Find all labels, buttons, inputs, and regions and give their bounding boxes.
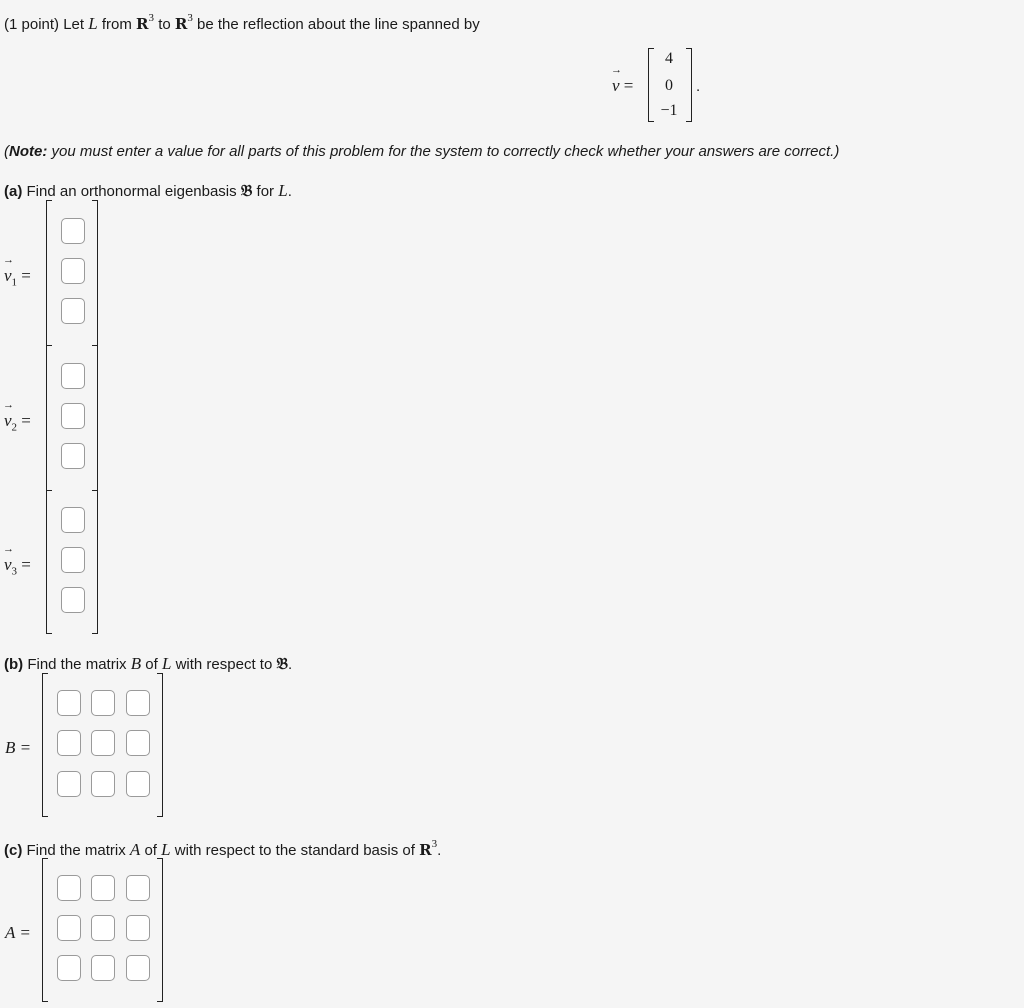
v1-entry-2-input[interactable] bbox=[61, 258, 85, 284]
note-paren: ( bbox=[4, 143, 9, 160]
var-L: L bbox=[161, 840, 171, 859]
basis-symbol: 𝔅 bbox=[276, 654, 289, 673]
points-label: (1 point) bbox=[4, 16, 60, 33]
equals: = bbox=[21, 266, 31, 285]
matrix-B-left-bracket bbox=[42, 673, 48, 817]
real-space-symbol: R bbox=[136, 15, 149, 33]
var-B: B bbox=[130, 654, 142, 673]
var-A: A bbox=[129, 840, 141, 859]
vector-v-right-bracket bbox=[686, 48, 692, 122]
matrix-A-cell-input[interactable] bbox=[91, 955, 115, 981]
exponent: 3 bbox=[431, 838, 438, 850]
matrix-B-cell-input[interactable] bbox=[126, 771, 150, 797]
equals: = bbox=[21, 555, 31, 574]
matrix-A-cell-input[interactable] bbox=[57, 955, 81, 981]
matrix-A-right-bracket bbox=[157, 858, 163, 1002]
period: . bbox=[287, 183, 292, 200]
note-label: Note: bbox=[9, 143, 48, 160]
matrix-A-label: A = bbox=[5, 923, 31, 942]
matrix-A-left-bracket bbox=[42, 858, 48, 1002]
for-text: for bbox=[256, 183, 275, 200]
equals: = bbox=[21, 411, 31, 430]
matrix-B-cell-input[interactable] bbox=[91, 730, 115, 756]
part-c-prompt bbox=[4, 838, 441, 860]
matrix-A-cell-input[interactable] bbox=[126, 875, 150, 901]
v2-entry-2-input[interactable] bbox=[61, 403, 85, 429]
v1-label bbox=[4, 266, 31, 288]
v1-right-bracket bbox=[92, 200, 98, 346]
part-a-prompt bbox=[4, 181, 292, 201]
matrix-B-cell-input[interactable] bbox=[57, 771, 81, 797]
v2-right-bracket bbox=[92, 345, 98, 491]
var-L: L bbox=[161, 654, 172, 673]
intro-text: Let bbox=[63, 16, 85, 33]
period: . bbox=[437, 842, 442, 859]
v2-symbol: → v bbox=[4, 411, 12, 431]
intro-rest-text: be the reflection about the line spanned by bbox=[197, 16, 480, 33]
v1-symbol: → v bbox=[4, 266, 12, 286]
v1-subscript: 1 bbox=[11, 276, 18, 289]
v3-symbol: → v bbox=[4, 555, 12, 575]
matrix-B-cell-input[interactable] bbox=[57, 730, 81, 756]
matrix-A-cell-input[interactable] bbox=[57, 875, 81, 901]
exponent: 3 bbox=[148, 12, 155, 24]
part-a-label: (a) bbox=[4, 183, 23, 200]
var-L: L bbox=[88, 14, 98, 33]
vector-v-label: → v = bbox=[612, 76, 633, 96]
part-a-text: Find an orthonormal eigenbasis bbox=[26, 183, 237, 200]
wrt-text: with respect to the standard basis of bbox=[174, 842, 415, 859]
vector-v-entry: −1 bbox=[660, 102, 678, 119]
matrix-B-cell-input[interactable] bbox=[91, 690, 115, 716]
matrix-A-cell-input[interactable] bbox=[57, 915, 81, 941]
v3-subscript: 3 bbox=[11, 565, 18, 578]
v1-entry-1-input[interactable] bbox=[61, 218, 85, 244]
from-text: from bbox=[101, 16, 132, 33]
matrix-B-cell-input[interactable] bbox=[57, 690, 81, 716]
exponent: 3 bbox=[187, 12, 193, 24]
var-L: L bbox=[278, 181, 288, 200]
part-b-label: (b) bbox=[4, 656, 24, 673]
v2-subscript: 2 bbox=[11, 421, 18, 434]
v3-label bbox=[4, 555, 31, 577]
v3-entry-3-input[interactable] bbox=[61, 587, 85, 613]
note-body: you must enter a value for all parts of this problem for the system to correctly check whether your answers are correct.) bbox=[51, 143, 840, 160]
v2-left-bracket bbox=[46, 345, 52, 491]
problem-statement bbox=[4, 12, 480, 34]
real-space-symbol: R bbox=[174, 15, 188, 33]
v2-entry-3-input[interactable] bbox=[61, 443, 85, 469]
to-text: to bbox=[158, 16, 171, 33]
v1-left-bracket bbox=[46, 200, 52, 346]
part-c-text: Find the matrix bbox=[26, 842, 126, 859]
wrt-text: with respect to bbox=[175, 656, 273, 673]
matrix-A-cell-input[interactable] bbox=[91, 915, 115, 941]
period: . bbox=[288, 656, 293, 673]
matrix-A-cell-input[interactable] bbox=[126, 915, 150, 941]
real-space-symbol: R bbox=[419, 841, 432, 859]
part-b-prompt bbox=[4, 654, 292, 674]
matrix-B-right-bracket bbox=[157, 673, 163, 817]
of-text: of bbox=[145, 656, 158, 673]
v1-entry-3-input[interactable] bbox=[61, 298, 85, 324]
v2-label bbox=[4, 411, 31, 433]
note-text bbox=[4, 143, 839, 160]
v3-right-bracket bbox=[92, 490, 98, 634]
part-c-label: (c) bbox=[4, 842, 23, 859]
v2-entry-1-input[interactable] bbox=[61, 363, 85, 389]
basis-symbol: 𝔅 bbox=[240, 181, 253, 200]
v3-entry-1-input[interactable] bbox=[61, 507, 85, 533]
of-text: of bbox=[144, 842, 157, 859]
matrix-A-cell-input[interactable] bbox=[91, 875, 115, 901]
matrix-B-cell-input[interactable] bbox=[91, 771, 115, 797]
vector-v-entry: 0 bbox=[665, 77, 673, 94]
vector-v-symbol: → v bbox=[612, 76, 620, 96]
matrix-B-label: B = bbox=[5, 738, 32, 757]
matrix-B-cell-input[interactable] bbox=[126, 730, 150, 756]
vector-v-entry: 4 bbox=[665, 50, 673, 67]
matrix-B-cell-input[interactable] bbox=[126, 690, 150, 716]
matrix-A-cell-input[interactable] bbox=[126, 955, 150, 981]
part-b-text: Find the matrix bbox=[27, 656, 127, 673]
v3-entry-2-input[interactable] bbox=[61, 547, 85, 573]
period: . bbox=[696, 78, 701, 95]
v3-left-bracket bbox=[46, 490, 52, 634]
